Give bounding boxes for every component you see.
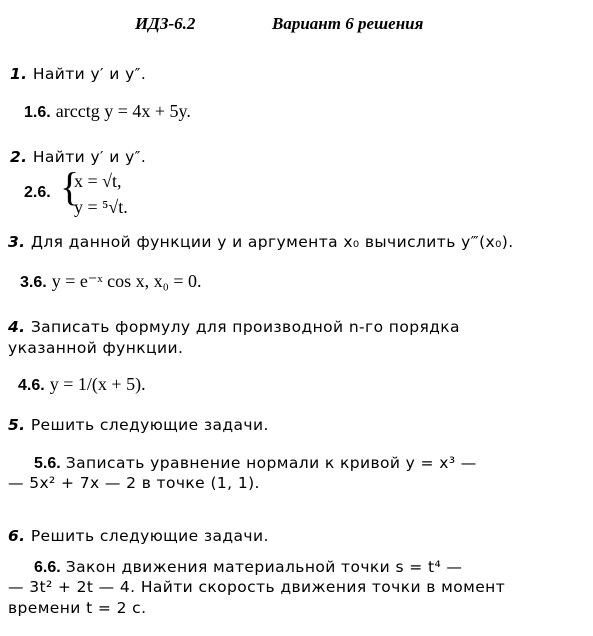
task-5-heading [8, 416, 269, 434]
task-6-number: 6. [8, 527, 26, 545]
task-3-item-label: 3.6. [20, 274, 47, 291]
task-6-text: Решить следующие задачи. [30, 527, 269, 545]
task-5-number: 5. [8, 416, 26, 434]
doc-title: ИДЗ-6.2 [135, 14, 196, 33]
variant-label: Вариант 6 решения [272, 14, 424, 33]
task-4-text: Записать формулу для производной n-го порядка [30, 318, 460, 336]
task-2-system-line-2: y = ⁵√t. [74, 197, 128, 217]
task-4-text-line-2: указанной функции. [8, 339, 184, 357]
task-1-item-formula: arcctg y = 4x + 5y. [55, 101, 191, 121]
task-6-heading [8, 527, 269, 545]
task-1-item-label: 1.6. [24, 104, 51, 121]
task-4-item [18, 374, 146, 395]
task-3-item [20, 271, 202, 292]
task-6-item-line-2: — 3t² + 2t — 4. Найти скорость движения точки в момент [8, 578, 506, 596]
task-3-item-formula: y = e⁻ˣ cos x, x₀ = 0. [51, 271, 202, 291]
task-1-heading [10, 65, 146, 83]
task-3-number: 3. [8, 233, 26, 251]
task-4-number: 4. [8, 318, 26, 336]
task-5-item [34, 453, 477, 473]
task-3-text: Для данной функции y и аргумента x₀ вычислить y‴(x₀). [30, 233, 514, 251]
task-2-system-line-1: x = √t, [74, 171, 122, 191]
task-5-item-label: 5.6. [34, 455, 61, 472]
task-4-item-label: 4.6. [18, 377, 45, 394]
task-3-heading [8, 233, 514, 251]
task-1-text: Найти y′ и y″. [32, 65, 147, 83]
task-6-item-line-3: времени t = 2 с. [8, 599, 147, 617]
task-4-item-formula: y = 1/(x + 5). [49, 374, 146, 394]
task-4-heading [8, 318, 460, 336]
task-1-item [24, 101, 191, 122]
task-5-item-line-2: — 5x² + 7x — 2 в точке (1, 1). [8, 474, 260, 492]
task-6-item-line-1: Закон движения материальной точки s = t⁴ — [65, 558, 463, 576]
task-6-item [34, 557, 462, 577]
task-2-item-label: 2.6. [24, 184, 51, 201]
task-1-number: 1. [10, 65, 28, 83]
system-brace: { [60, 164, 80, 209]
task-5-item-line-1: Записать уравнение нормали к кривой y = x³ — [65, 454, 477, 472]
task-5-text: Решить следующие задачи. [30, 416, 269, 434]
task-2-text: Найти y′ и y″. [32, 148, 147, 166]
task-6-item-label: 6.6. [34, 559, 61, 576]
task-2-number: 2. [10, 148, 28, 166]
